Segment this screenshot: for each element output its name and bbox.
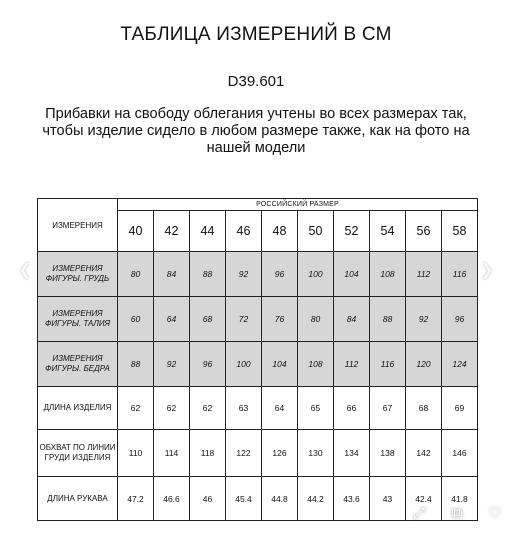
- value-cell: 64: [154, 297, 190, 342]
- measurements-header: ИЗМЕРЕНИЯ: [38, 199, 118, 252]
- value-cell: 120: [406, 342, 442, 387]
- value-cell: 116: [442, 252, 478, 297]
- value-cell: 44.8: [262, 477, 298, 521]
- value-cell: 63: [226, 387, 262, 430]
- value-cell: 104: [334, 252, 370, 297]
- value-cell: 130: [298, 430, 334, 477]
- value-cell: 62: [154, 387, 190, 430]
- table-row: [38, 387, 478, 430]
- product-code: D39.601: [227, 73, 285, 90]
- value-cell: 66: [334, 387, 370, 430]
- value-cell: 67: [370, 387, 406, 430]
- value-cell: 146: [442, 430, 478, 477]
- description-text: Прибавки на свободу облегания учтены во всех размерах так, чтобы изделие сидело в любом размере также, как на фото на нашей модели: [42, 106, 470, 156]
- value-cell: 88: [118, 342, 154, 387]
- gallery-actions: [408, 503, 504, 525]
- value-cell: 80: [118, 252, 154, 297]
- row-label-sleeve: ДЛИНА РУКАВА: [38, 477, 118, 521]
- favorite-icon[interactable]: ♡: [488, 505, 502, 522]
- value-cell: 112: [406, 252, 442, 297]
- value-cell: 44.2: [298, 477, 334, 521]
- value-cell: 45.4: [226, 477, 262, 521]
- table-row: [38, 430, 478, 477]
- size-cell: 44: [190, 211, 226, 252]
- value-cell: 100: [226, 342, 262, 387]
- row-label-hips: ИЗМЕРЕНИЯ ФИГУРЫ. БЕДРА: [38, 342, 118, 387]
- value-cell: 46: [190, 477, 226, 521]
- table-row: [38, 252, 478, 297]
- value-cell: 76: [262, 297, 298, 342]
- value-cell: 47.2: [118, 477, 154, 521]
- value-cell: 96: [262, 252, 298, 297]
- value-cell: 114: [154, 430, 190, 477]
- row-label-chest: ИЗМЕРЕНИЯ ФИГУРЫ. ГРУДЬ: [38, 252, 118, 297]
- value-cell: 68: [190, 297, 226, 342]
- value-cell: 112: [334, 342, 370, 387]
- value-cell: 92: [226, 252, 262, 297]
- value-cell: 69: [442, 387, 478, 430]
- value-cell: 116: [370, 342, 406, 387]
- value-cell: 118: [190, 430, 226, 477]
- russian-size-header: РОССИЙСКИЙ РАЗМЕР: [118, 199, 478, 211]
- value-cell: 65: [298, 387, 334, 430]
- value-cell: 108: [370, 252, 406, 297]
- value-cell: 88: [370, 297, 406, 342]
- value-cell: 138: [370, 430, 406, 477]
- size-cell: 42: [154, 211, 190, 252]
- row-label-length: ДЛИНА ИЗДЕЛИЯ: [38, 387, 118, 430]
- size-cell: 52: [334, 211, 370, 252]
- size-cell: 48: [262, 211, 298, 252]
- row-label-garment-chest: ОБХВАТ ПО ЛИНИИ ГРУДИ ИЗДЕЛИЯ: [38, 430, 118, 477]
- row-label-waist: ИЗМЕРЕНИЯ ФИГУРЫ. ТАЛИЯ: [38, 297, 118, 342]
- share-icon[interactable]: ⧉: [451, 505, 463, 522]
- chevron-left-icon[interactable]: ❮: [18, 262, 32, 279]
- size-cell: 50: [298, 211, 334, 252]
- value-cell: 84: [154, 252, 190, 297]
- value-cell: 104: [262, 342, 298, 387]
- value-cell: 88: [190, 252, 226, 297]
- value-cell: 42.4: [406, 477, 442, 521]
- size-cell: 40: [118, 211, 154, 252]
- value-cell: 43: [370, 477, 406, 521]
- value-cell: 68: [406, 387, 442, 430]
- value-cell: 122: [226, 430, 262, 477]
- value-cell: 100: [298, 252, 334, 297]
- size-cell: 46: [226, 211, 262, 252]
- value-cell: 142: [406, 430, 442, 477]
- table-header-row: [38, 199, 478, 211]
- value-cell: 41.8: [442, 477, 478, 521]
- value-cell: 126: [262, 430, 298, 477]
- value-cell: 110: [118, 430, 154, 477]
- page-title: ТАБЛИЦА ИЗМЕРЕНИЙ В СМ: [120, 24, 392, 45]
- value-cell: 80: [298, 297, 334, 342]
- size-cell: 54: [370, 211, 406, 252]
- value-cell: 43.6: [334, 477, 370, 521]
- value-cell: 92: [154, 342, 190, 387]
- value-cell: 108: [298, 342, 334, 387]
- value-cell: 134: [334, 430, 370, 477]
- value-cell: 62: [190, 387, 226, 430]
- fullscreen-icon[interactable]: ⤢: [412, 505, 425, 522]
- value-cell: 96: [442, 297, 478, 342]
- size-cell: 56: [406, 211, 442, 252]
- value-cell: 46.6: [154, 477, 190, 521]
- value-cell: 92: [406, 297, 442, 342]
- size-cell: 58: [442, 211, 478, 252]
- value-cell: 96: [190, 342, 226, 387]
- value-cell: 72: [226, 297, 262, 342]
- value-cell: 84: [334, 297, 370, 342]
- value-cell: 64: [262, 387, 298, 430]
- value-cell: 60: [118, 297, 154, 342]
- value-cell: 62: [118, 387, 154, 430]
- size-table: [37, 198, 478, 521]
- value-cell: 124: [442, 342, 478, 387]
- table-row: [38, 342, 478, 387]
- table-row: [38, 297, 478, 342]
- chevron-right-icon[interactable]: ❯: [480, 262, 494, 279]
